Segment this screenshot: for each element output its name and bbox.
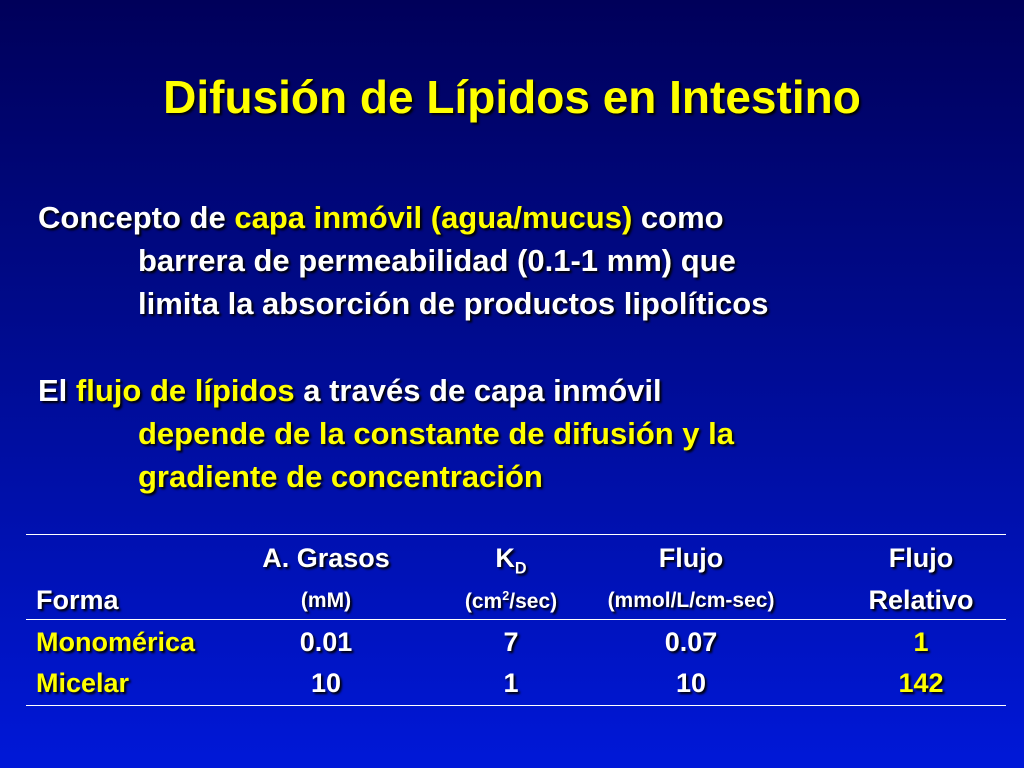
bullet-lipid-flux <box>38 369 998 498</box>
kd-unit-pre: (cm <box>464 590 503 613</box>
bullet-2-line3: gradiente de concentración <box>138 459 543 494</box>
header-agrasos: A. Grasos <box>262 543 390 573</box>
header-kd-main: K <box>495 543 515 573</box>
bullet-2-line1-pre: El <box>38 373 76 408</box>
table-row-2-flujo: 10 <box>675 668 707 698</box>
table-row-2-relativo: 142 <box>898 668 944 698</box>
diffusion-table <box>26 534 1006 706</box>
table-row-1-forma: Monomérica <box>36 627 196 657</box>
header-flujo-relativo-2: Relativo <box>868 585 974 615</box>
kd-unit-sup: 2 <box>502 589 510 603</box>
header-flujo: Flujo <box>658 543 724 573</box>
table-row-2-kd: 1 <box>503 668 519 698</box>
slide-title: Difusión de Lípidos en Intestino <box>163 71 861 123</box>
header-agrasos-unit: (mM) <box>300 589 352 612</box>
bullet-2-line2: depende de la constante de difusión y la <box>138 416 735 451</box>
table-row-1-kd: 7 <box>503 627 519 657</box>
bullet-2-highlight: flujo de lípidos <box>75 373 295 408</box>
bullet-1-highlight: capa inmóvil (agua/mucus) <box>234 200 633 235</box>
bullet-2-line1-post: a través de capa inmóvil <box>294 373 662 408</box>
header-forma: Forma <box>36 585 119 615</box>
table-row-1-flujo: 0.07 <box>664 627 718 657</box>
table-row-1-relativo: 1 <box>913 627 929 657</box>
table-row-2-forma: Micelar <box>36 668 130 698</box>
table-header-divider <box>26 619 1006 620</box>
header-flujo-relativo: Flujo <box>888 543 954 573</box>
kd-unit-post: /sec) <box>509 590 558 613</box>
bullet-1-line2: barrera de permeabilidad (0.1-1 mm) que <box>138 243 736 278</box>
bullet-1-line1-post: como <box>632 200 724 235</box>
table-row-1-agrasos: 0.01 <box>299 627 353 657</box>
bullet-immobile-layer <box>38 196 998 325</box>
header-kd-sub: D <box>514 559 527 578</box>
bullet-1-line3: limita la absorción de productos lipolíticos <box>138 286 769 321</box>
header-flujo-unit: (mmol/L/cm-sec) <box>607 589 775 612</box>
header-kd-unit <box>431 589 591 614</box>
header-kd <box>431 543 591 578</box>
bullet-1-line1-pre: Concepto de <box>38 200 235 235</box>
table-row-2-agrasos: 10 <box>310 668 342 698</box>
